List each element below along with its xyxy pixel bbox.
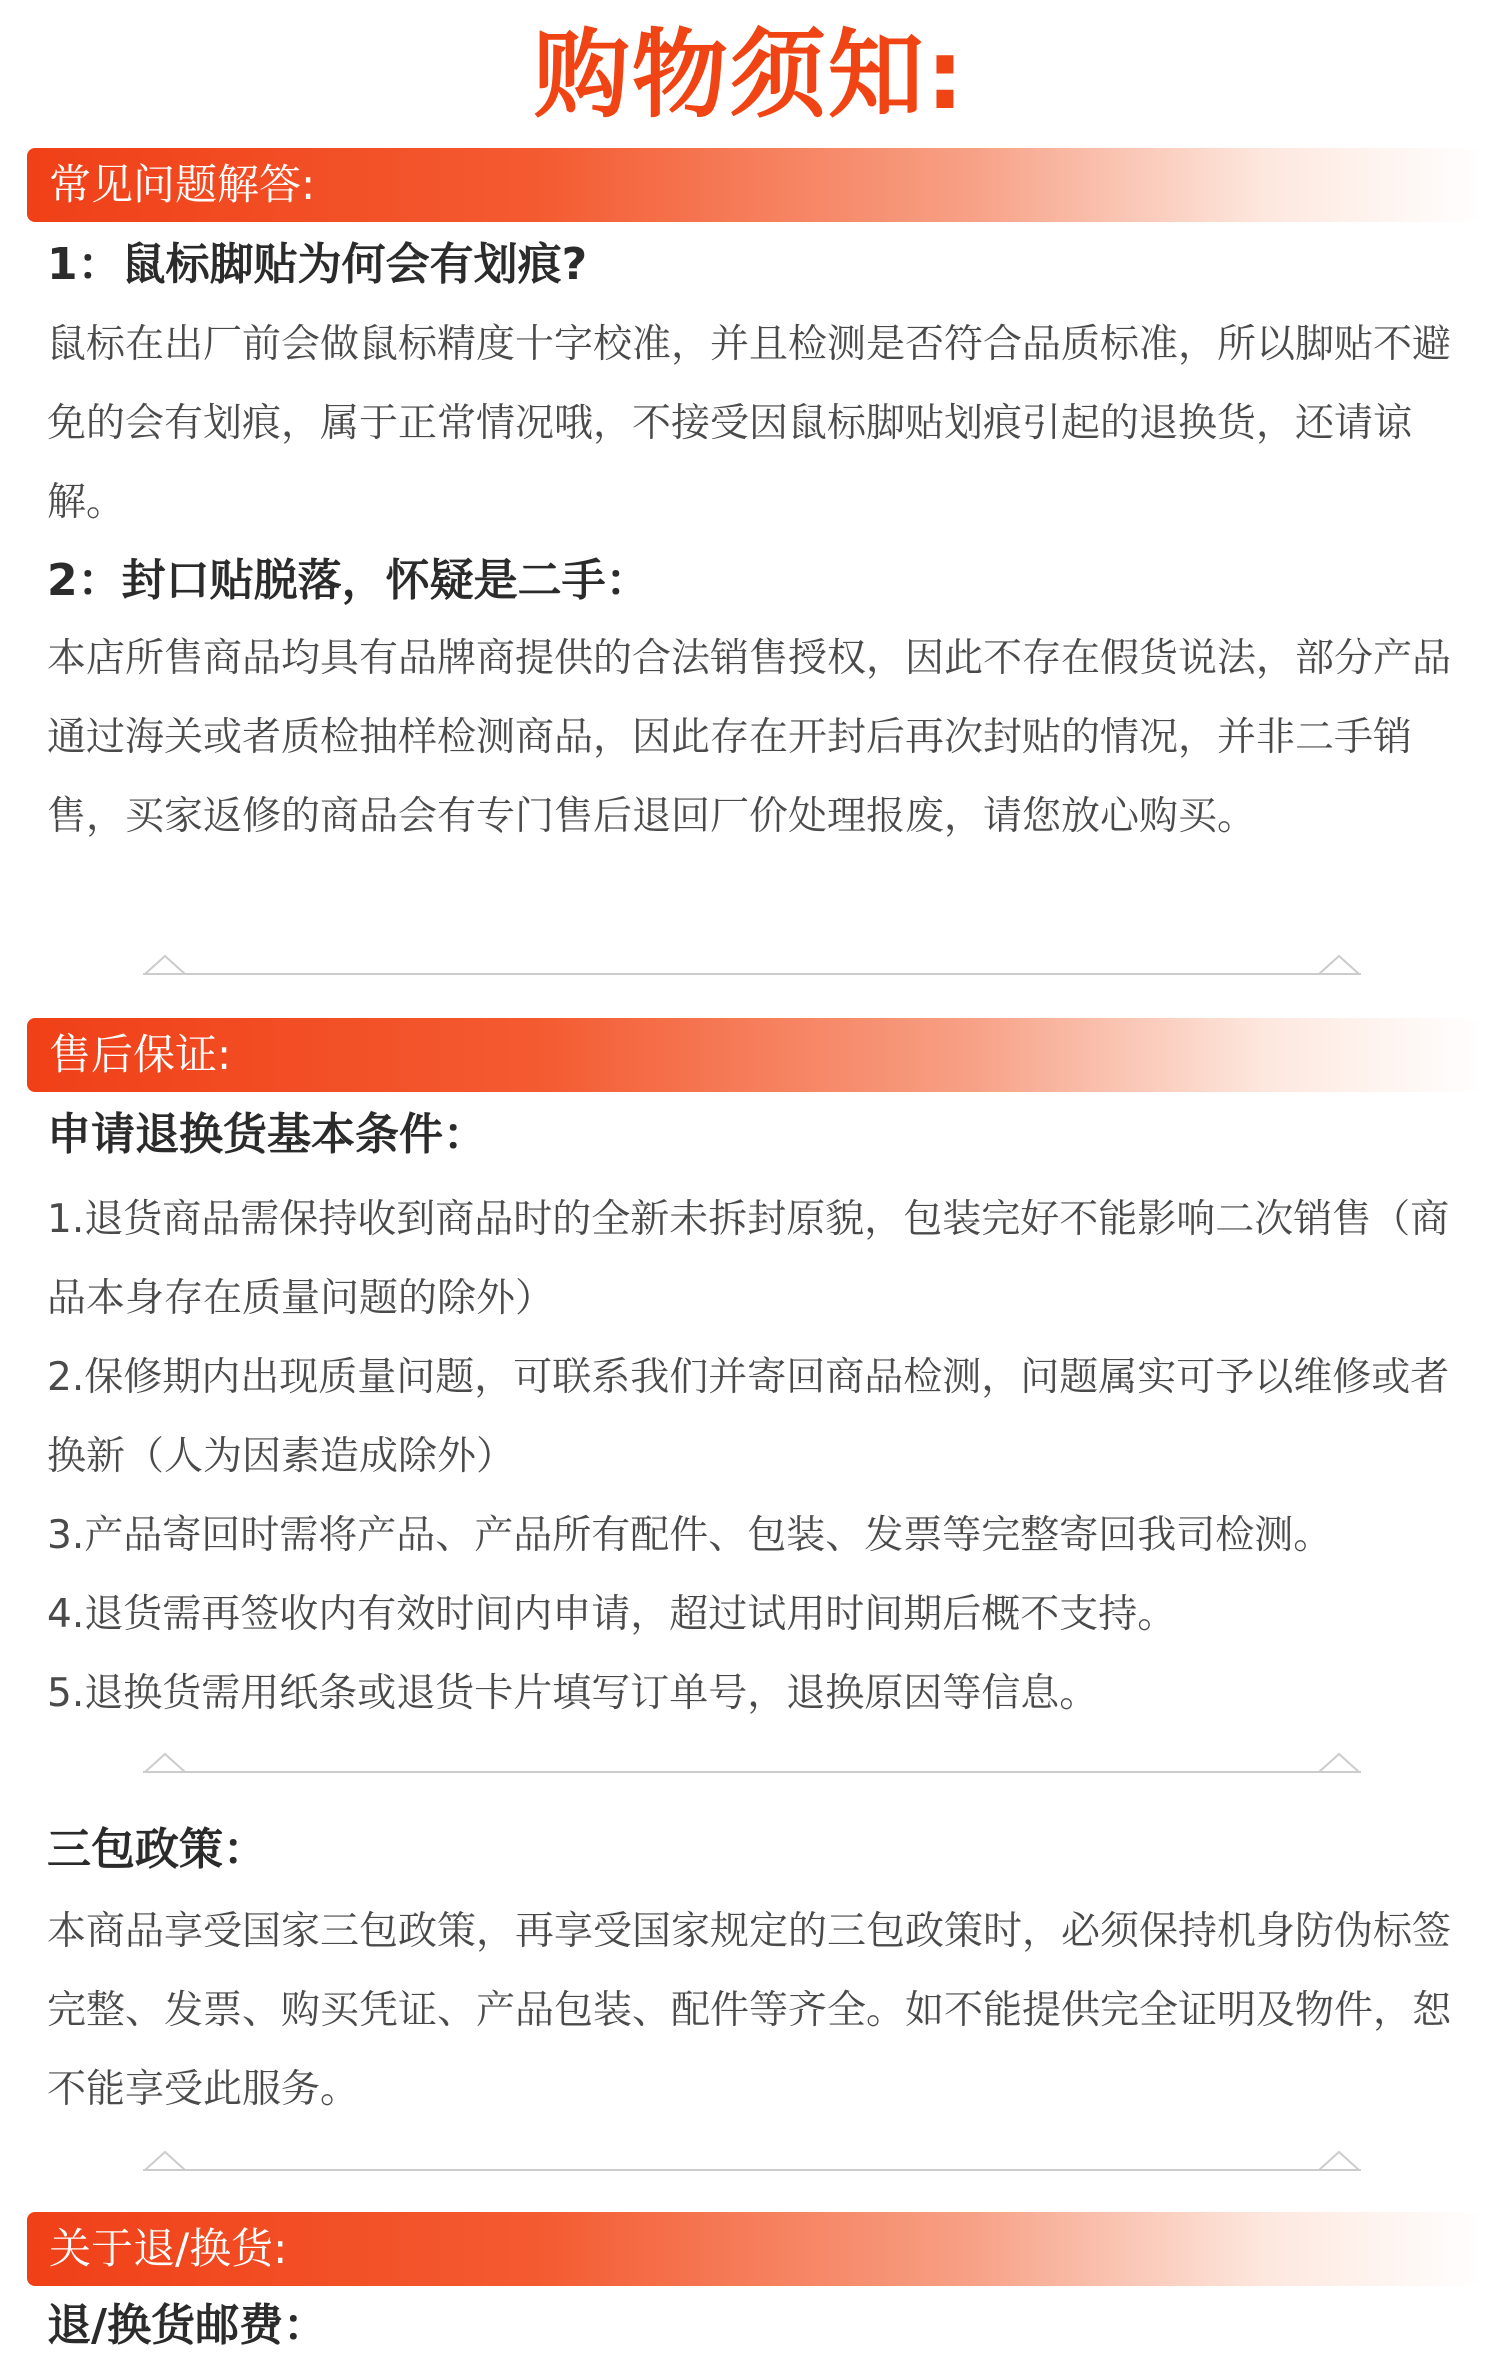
section-bar-returns <box>27 2212 1482 2286</box>
section-label-after-sales: 售后保证: <box>49 1030 232 1079</box>
section-divider <box>143 2148 1361 2172</box>
page-title: 购物须知: <box>533 19 967 131</box>
section-divider <box>143 952 1361 976</box>
condition-item-1: 1.退货商品需保持收到商品时的全新未拆封原貌，包装完好不能影响二次销售（商品本身存在质量问题的除外） <box>47 1197 1450 1321</box>
faq-answer-2: 本店所售商品均具有品牌商提供的合法销售授权，因此不存在假货说法，部分产品通过海关或者质检抽样检测商品，因此存在开封后再次封贴的情况，并非二手销售，买家返修的商品会有专门售后退回厂价处理报废，请您放心购买。 <box>47 636 1452 839</box>
section-bar-faq <box>27 148 1482 222</box>
section-bar-after-sales <box>27 1018 1482 1092</box>
warranty-policy-title: 三包政策： <box>47 1824 267 1875</box>
condition-item-4: 4.退货需再签收内有效时间内申请，超过试用时间期后概不支持。 <box>47 1592 1177 1637</box>
condition-item-3: 3.产品寄回时需将产品、产品所有配件、包装、发票等完整寄回我司检测。 <box>47 1513 1333 1558</box>
condition-item-5: 5.退换货需用纸条或退货卡片填写订单号，退换原因等信息。 <box>47 1671 1099 1716</box>
warranty-policy-text: 本商品享受国家三包政策，再享受国家规定的三包政策时，必须保持机身防伪标签完整、发票、购买凭证、产品包装、配件等齐全。如不能提供完全证明及物件，恕不能享受此服务。 <box>47 1909 1452 2112</box>
section-label-returns: 关于退/换货: <box>49 2224 288 2273</box>
after-sales-conditions-title: 申请退换货基本条件： <box>47 1109 487 1160</box>
faq-question-2: 2：封口贴脱落，怀疑是二手： <box>47 555 650 606</box>
section-label-faq: 常见问题解答: <box>49 160 316 209</box>
condition-item-2: 2.保修期内出现质量问题，可联系我们并寄回商品检测，问题属实可予以维修或者换新（人为因素造成除外） <box>47 1355 1450 1479</box>
returns-shipping-title: 退/换货邮费： <box>47 2300 328 2351</box>
faq-question-1: 1：鼠标脚贴为何会有划痕? <box>47 239 588 290</box>
section-divider <box>143 1750 1361 1774</box>
faq-answer-1: 鼠标在出厂前会做鼠标精度十字校准，并且检测是否符合品质标准，所以脚贴不避免的会有划痕，属于正常情况哦，不接受因鼠标脚贴划痕引起的退换货，还请谅解。 <box>47 322 1452 525</box>
